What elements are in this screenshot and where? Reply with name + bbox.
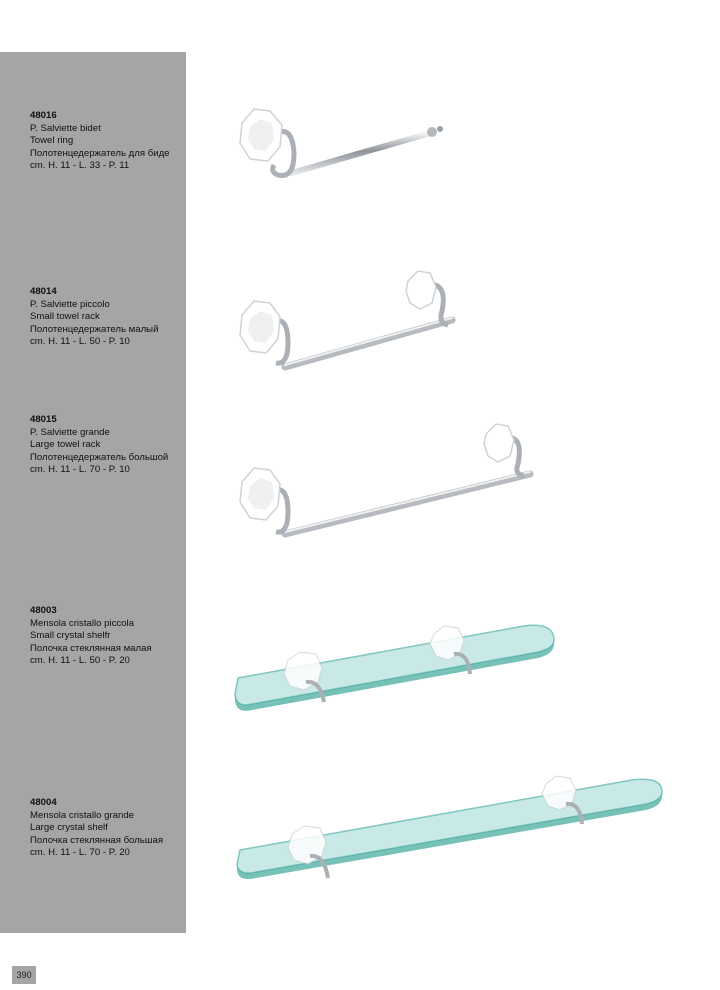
product-name-ru: Полочка стеклянная малая [30, 642, 152, 654]
product-dimensions: cm. H. 11 - L. 50 - P. 10 [30, 336, 130, 348]
towel-ring-icon [230, 95, 450, 195]
product-name-en: Small crystal shelfr [30, 630, 111, 642]
product-48003-info [30, 605, 190, 668]
product-48015-info [30, 414, 190, 477]
product-name-en: Towel ring [30, 135, 74, 147]
small-glass-shelf-icon [232, 618, 557, 718]
product-dimensions: cm. H. 11 - L. 50 - P. 20 [30, 655, 130, 667]
product-name-ru: Полотенцедержатель большой [30, 451, 169, 463]
product-name-en: Large towel rack [30, 439, 101, 451]
product-name-it: P. Salviette bidet [30, 122, 101, 134]
page-number: 390 [12, 966, 36, 984]
product-name-it: P. Salviette grande [30, 426, 110, 438]
product-code: 48003 [30, 605, 57, 616]
product-dimensions: cm. H. 11 - L. 70 - P. 10 [30, 464, 130, 476]
product-name-it: Mensola cristallo grande [30, 809, 134, 821]
large-towel-rack-icon [230, 420, 540, 555]
product-dimensions: cm. H. 11 - L. 70 - P. 20 [30, 847, 130, 859]
product-name-en: Small towel rack [30, 311, 100, 323]
product-code: 48004 [30, 797, 57, 808]
product-code: 48015 [30, 414, 57, 425]
product-dimensions: cm. H. 11 - L. 33 - P. 11 [30, 160, 130, 172]
product-name-ru: Полотенцедержатель малый [30, 323, 159, 335]
product-name-ru: Полочка стеклянная большая [30, 834, 164, 846]
small-towel-rack-icon [230, 265, 465, 390]
large-glass-shelf-icon [234, 772, 664, 892]
product-48014-info [30, 286, 190, 349]
product-name-it: Mensola cristallo piccola [30, 617, 134, 629]
product-name-ru: Полотенцедержатель для биде [30, 147, 170, 159]
product-name-it: P. Salviette piccolo [30, 298, 110, 310]
product-code: 48016 [30, 110, 57, 121]
product-48016-info [30, 110, 190, 173]
product-48004-info [30, 797, 190, 860]
product-name-en: Large crystal shelf [30, 822, 108, 834]
product-code: 48014 [30, 286, 57, 297]
